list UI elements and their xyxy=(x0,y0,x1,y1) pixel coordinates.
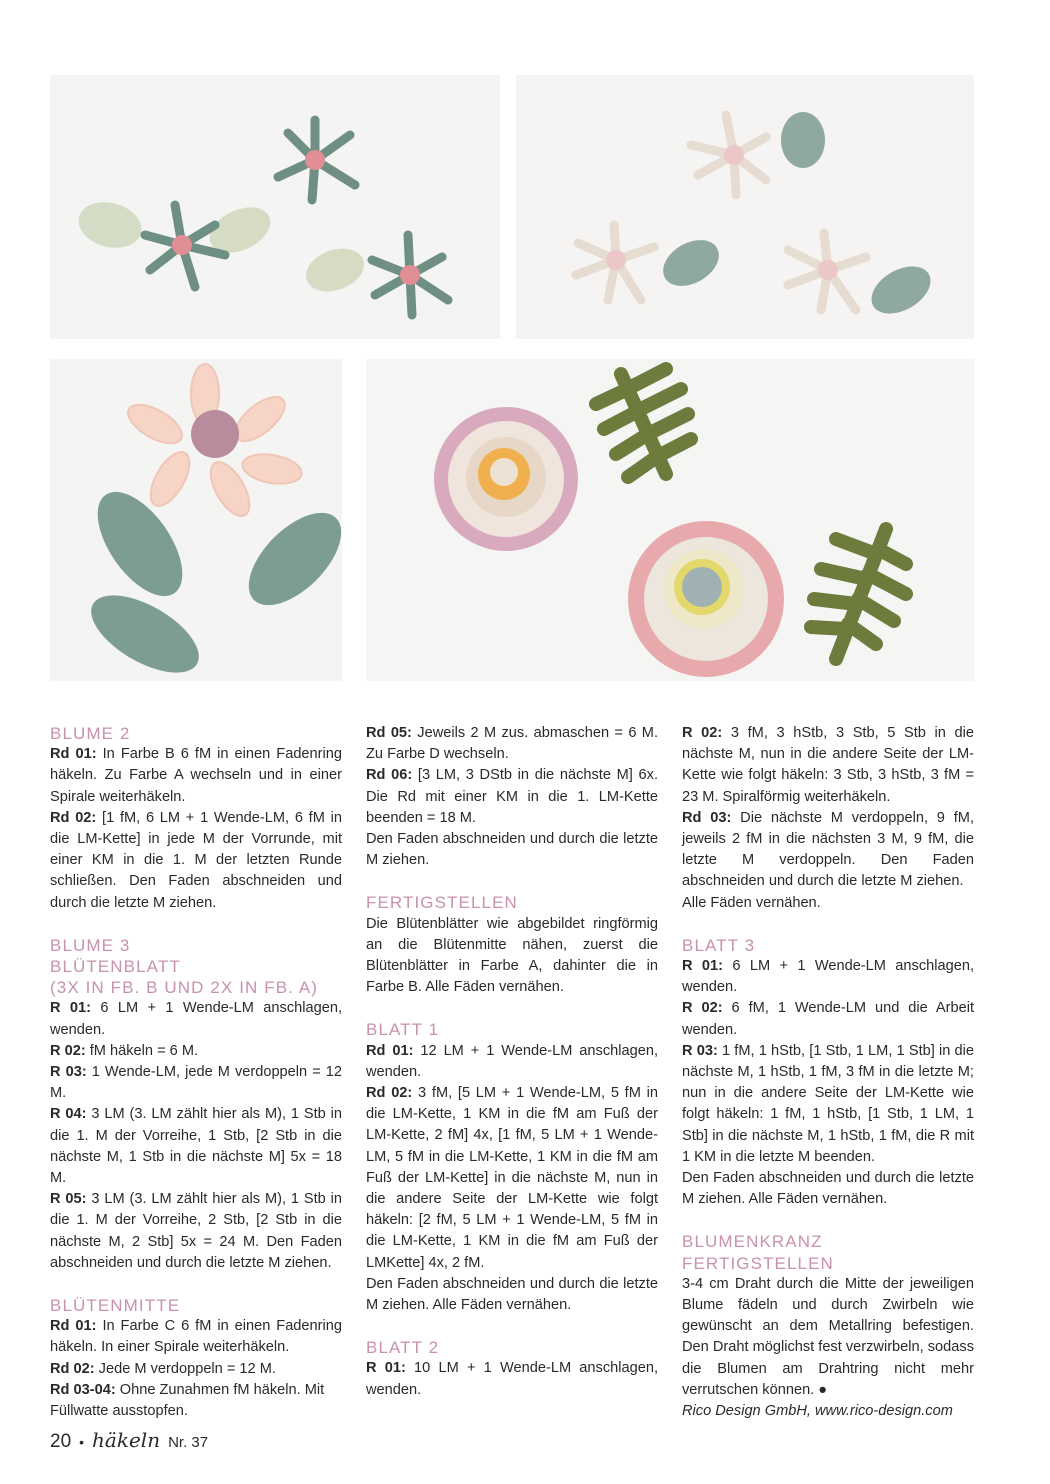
instruction-paragraph xyxy=(682,723,974,808)
instruction-text: fM häkeln = 6 M. xyxy=(85,1042,199,1059)
text-column-3 xyxy=(682,723,974,1422)
photo-roses-and-ferns-art xyxy=(366,359,974,681)
section-title-bluetenblatt: BLÜTENBLATT xyxy=(50,957,181,977)
magazine-name: häkeln xyxy=(92,1428,161,1452)
credit-line: Rico Design GmbH, www.rico-design.com xyxy=(682,1403,953,1420)
instruction-text: 3 fM, 3 hStb, 3 Stb, 5 Stb in die nächste M, nun in die andere Seite der LM-Kette wie folgt häkeln: 3 Stb, 3 hStb, 3 fM = 23 M. Spiralförmig weiterhäkeln. xyxy=(682,725,974,805)
instruction-paragraph: Alle Fäden vernähen. xyxy=(682,894,821,911)
row-label: R 02: xyxy=(682,725,723,741)
instruction-paragraph xyxy=(50,1062,342,1104)
round-label: Rd 02: xyxy=(366,1085,413,1102)
instruction-paragraph xyxy=(366,1041,658,1083)
page-number: 20 xyxy=(50,1431,72,1452)
section-title-blumenkranz: BLUMENKRANZ FERTIGSTELLEN xyxy=(682,1232,834,1273)
instruction-text: 6 fM, 1 Wende-LM und die Arbeit wenden. xyxy=(682,1000,975,1038)
photo-daisy-and-leaves xyxy=(50,359,342,681)
row-label: R 02: xyxy=(50,1042,86,1059)
photo-green-star-flowers-art xyxy=(50,75,500,339)
instruction-paragraph xyxy=(50,1316,342,1358)
instruction-text: 12 LM + 1 Wende-LM anschlagen, wenden. xyxy=(366,1042,658,1080)
instruction-text: 3 LM (3. LM zählt hier als M), 1 Stb in die 1. M der Vorreihe, 2 Stb, [2 Stb in die nächste M, 2 Stb] 5x = 24 M. Den Faden abschneiden und durch die letzte M ziehen. xyxy=(50,1191,342,1271)
row-label: R 04: xyxy=(50,1106,87,1123)
instruction-paragraph: Den Faden abschneiden und durch die letzte M ziehen. Alle Fäden vernähen. xyxy=(366,1275,658,1314)
instruction-paragraph xyxy=(366,765,658,829)
instruction-paragraph: Die Blütenblätter wie abgebildet ringförmig an die Blütenmitte nähen, zuerst die Blütenblätter in Farbe A, dahinter die in Farbe B. Alle Fäden vernähen. xyxy=(366,915,658,996)
section-title-blatt-2: BLATT 2 xyxy=(366,1338,440,1358)
round-label: Rd 06: xyxy=(366,767,413,784)
instruction-paragraph xyxy=(50,1041,342,1062)
instruction-text: 1 fM, 1 hStb, [1 Stb, 1 LM, 1 Stb] in die nächste M, 1 hStb, 1 fM, 3 fM in die letzte M; nun in die andere Seite der LM-Kette wie folgt häkeln: 1 fM, 1 hStb, [1 Stb, 1 LM, 1 Stb] in die nächste M, 1 hStb, 1 fM, die R mit 1 KM in die letzte M beenden. xyxy=(682,1042,974,1165)
instruction-paragraph: 3-4 cm Draht durch die Mitte der jeweiligen Blume fädeln und durch Zwirbeln wie gewünscht an dem Metallring befestigen. Den Draht möglichst fest verzwirbeln, sodass die Blumen am Drahtring nicht mehr verrutschen können. ● xyxy=(682,1275,974,1398)
instruction-paragraph: Den Faden abschneiden und durch die letzte M ziehen. Alle Fäden vernähen. xyxy=(682,1170,974,1208)
instruction-paragraph xyxy=(50,1189,342,1274)
row-label: R 01: xyxy=(366,1360,406,1377)
instruction-paragraph xyxy=(50,808,342,914)
instruction-paragraph xyxy=(50,1359,342,1380)
round-label: Rd 03-04: xyxy=(50,1381,116,1398)
text-column-2 xyxy=(366,723,658,1401)
instruction-paragraph xyxy=(366,723,658,765)
instruction-text: Ohne Zunahmen fM häkeln. Mit Füllwatte ausstopfen. xyxy=(50,1381,325,1420)
section-title-blatt-1: BLATT 1 xyxy=(366,1020,440,1040)
instruction-text: [1 fM, 6 LM + 1 Wende-LM, 6 fM in die LM-Kette] in jede M der Vorrunde, mit einer KM in die 1. M der letzten Runde schließen. Den Faden abschneiden und durch die letzte M ziehen. xyxy=(50,809,342,911)
section-title-blatt-3: BLATT 3 xyxy=(682,935,756,955)
instruction-paragraph: Den Faden abschneiden und durch die letzte M ziehen. xyxy=(366,831,658,869)
instruction-paragraph xyxy=(366,1083,658,1274)
row-label: R 03: xyxy=(50,1064,87,1081)
photo-daisy-and-leaves-art xyxy=(50,359,342,681)
round-label: Rd 03: xyxy=(682,809,732,826)
instruction-text: 3 LM (3. LM zählt hier als M), 1 Stb in die 1. M der Vorreihe, 1 Stb, [2 Stb in die nächste M, 1 Stb in die nächste M] 5x = 18 M. xyxy=(50,1106,342,1187)
section-title-blume-3: BLUME 3 xyxy=(50,935,131,955)
photo-cream-star-flowers xyxy=(516,75,974,339)
instruction-text: 6 LM + 1 Wende-LM anschlagen, wenden. xyxy=(682,958,975,996)
page-footer xyxy=(50,1428,208,1454)
row-label: R 01: xyxy=(50,1000,91,1017)
instruction-paragraph xyxy=(682,1041,974,1168)
instruction-text: In Farbe B 6 fM in einen Fadenring häkeln. Zu Farbe A wechseln und in einer Spirale weiterhäkeln. xyxy=(50,746,343,805)
row-label: R 05: xyxy=(50,1191,87,1208)
instruction-paragraph xyxy=(50,1380,342,1422)
instruction-paragraph xyxy=(682,956,974,998)
section-title-bluetenmitte: BLÜTENMITTE xyxy=(50,1296,181,1316)
footer-bullet: • xyxy=(79,1434,85,1450)
text-column-1 xyxy=(50,723,342,1422)
section-subtitle-bluetenblatt: (3X IN FB. B UND 2X IN FB. A) xyxy=(50,978,319,998)
instruction-text: Die nächste M verdoppeln, 9 fM, jeweils 2 fM in die nächsten 3 M, 9 fM, die letzte M verdoppeln. Den Faden abschneiden und durch die letzte M ziehen. xyxy=(682,809,974,890)
instruction-paragraph xyxy=(682,998,974,1040)
photo-cream-star-flowers-art xyxy=(516,75,974,339)
round-label: Rd 01: xyxy=(366,1042,414,1059)
instruction-text: Jede M verdoppeln = 12 M. xyxy=(94,1360,276,1377)
instruction-paragraph xyxy=(50,1104,342,1189)
row-label: R 01: xyxy=(682,958,723,975)
round-label: Rd 01: xyxy=(50,1318,97,1335)
instruction-text: [3 LM, 3 DStb in die nächste M] 6x. Die Rd mit einer KM in die 1. LM-Kette beenden = 18 M. xyxy=(366,767,658,826)
row-label: R 02: xyxy=(682,1000,723,1017)
instruction-text: 6 LM + 1 Wende-LM anschlagen, wenden. xyxy=(50,1000,343,1038)
issue-number: Nr. 37 xyxy=(168,1434,209,1451)
instruction-paragraph xyxy=(50,744,342,808)
section-title-blume-2: BLUME 2 xyxy=(50,724,131,743)
round-label: Rd 02: xyxy=(50,1360,95,1377)
instruction-text: 1 Wende-LM, jede M verdoppeln = 12 M. xyxy=(50,1064,342,1102)
round-label: Rd 01: xyxy=(50,746,97,763)
instruction-text: In Farbe C 6 fM in einen Fadenring häkeln. In einer Spirale weiterhäkeln. xyxy=(50,1318,342,1356)
row-label: R 03: xyxy=(682,1042,718,1059)
instruction-text: 3 fM, [5 LM + 1 Wende-LM, 5 fM in die LM-Kette, 1 KM in die fM am Fuß der LM-Kette, 2 fM] 4x, [1 fM, 5 LM + 1 Wende-LM, 5 fM in die LM-Kette, 1 KM in die fM am Fuß der LM-Kette] in die nächste M, nun in die andere Seite der LM-Kette wie folgt häkeln: [2 fM, 5 LM + 1 Wende-LM, 5 fM in die LM-Kette, 1 KM in die fM am Fuß der LMKette] 4x, 2 fM. xyxy=(366,1085,658,1271)
instruction-paragraph xyxy=(366,1358,658,1400)
photo-roses-and-ferns xyxy=(366,359,974,681)
round-label: Rd 05: xyxy=(366,725,412,741)
photo-green-star-flowers xyxy=(50,75,500,339)
round-label: Rd 02: xyxy=(50,809,97,826)
instruction-text: 10 LM + 1 Wende-LM anschlagen, wenden. xyxy=(366,1360,659,1398)
section-title-fertigstellen: FERTIGSTELLEN xyxy=(366,893,518,913)
instruction-text: Jeweils 2 M zus. abmaschen = 6 M. Zu Farbe D wechseln. xyxy=(366,725,659,763)
instruction-paragraph xyxy=(50,998,342,1040)
instruction-paragraph xyxy=(682,808,974,893)
